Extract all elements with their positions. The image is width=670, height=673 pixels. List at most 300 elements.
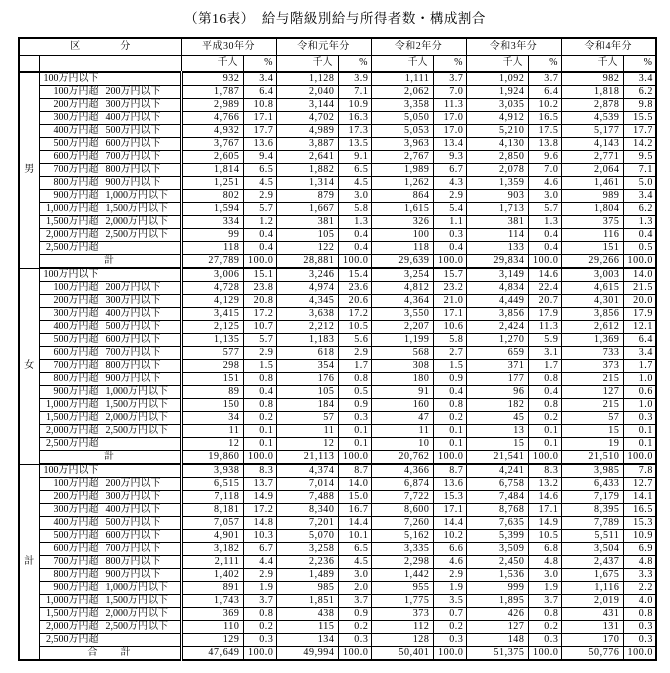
people-count-cell: 431: [561, 608, 623, 621]
people-count-cell: 2,424: [466, 321, 528, 334]
people-count-cell: 4,615: [561, 282, 623, 295]
salary-bracket-label: [39, 242, 181, 255]
percent-cell: 0.8: [433, 399, 466, 412]
people-count-cell: 105: [276, 229, 338, 242]
percent-cell: 13.4: [433, 138, 466, 151]
percent-cell: 5.8: [433, 334, 466, 347]
people-count-cell: 8,340: [276, 504, 338, 517]
percent-cell: 0.3: [338, 412, 371, 425]
table-row: [19, 438, 656, 451]
salary-bracket-label: [39, 203, 181, 216]
bracket-lower-bound: 1,000万円超: [46, 595, 99, 606]
percent-cell: 3.7: [243, 595, 276, 608]
percent-cell: 5.4: [433, 203, 466, 216]
percent-cell: 17.7: [243, 125, 276, 138]
people-count-cell: 4,301: [561, 295, 623, 308]
percent-cell: 10.2: [433, 530, 466, 543]
percent-cell: 16.5: [623, 504, 656, 517]
percent-cell: 1.9: [433, 582, 466, 595]
percent-cell: 0.3: [623, 621, 656, 634]
people-count-cell: 8,600: [371, 504, 433, 517]
percent-cell: 0.9: [338, 608, 371, 621]
percent-cell: 3.1: [528, 347, 561, 360]
people-count-cell: 3,509: [466, 543, 528, 556]
people-count-cell: 2,236: [276, 556, 338, 569]
percent-cell: 1.9: [243, 582, 276, 595]
table-row: [19, 608, 656, 621]
percent-cell: 15.5: [623, 112, 656, 125]
bracket-lower-bound: 300万円超: [53, 504, 99, 515]
percent-cell: 15.4: [338, 268, 371, 282]
percent-cell: 0.5: [623, 242, 656, 255]
table-row: [19, 595, 656, 608]
bracket-upper-bound: 500万円以下: [105, 125, 161, 136]
salary-bracket-label: [39, 634, 181, 647]
percent-cell: 3.0: [528, 569, 561, 582]
bracket-upper-bound: 900万円以下: [105, 569, 161, 580]
people-count-cell: 1,183: [276, 334, 338, 347]
percent-cell: 2.9: [433, 190, 466, 203]
percent-cell: 15.3: [433, 491, 466, 504]
people-count-cell: 1,615: [371, 203, 433, 216]
people-count-cell: 7,201: [276, 517, 338, 530]
bracket-upper-bound: 200万円以下: [105, 282, 161, 293]
bracket-upper-bound: 300万円以下: [105, 295, 161, 306]
bracket-lower-bound: 800万円超: [53, 373, 99, 384]
people-count-cell: 982: [561, 72, 623, 86]
people-count-cell: 112: [371, 621, 433, 634]
percent-cell: 9.4: [243, 151, 276, 164]
percent-cell: 0.4: [528, 229, 561, 242]
bracket-lower-bound: 1,500万円超: [46, 412, 99, 423]
percent-cell: 0.1: [528, 425, 561, 438]
percent-cell: 10.5: [528, 530, 561, 543]
bracket-lower-bound: 500万円超: [53, 530, 99, 541]
people-count-cell: 1,199: [371, 334, 433, 347]
people-count-cell: 2,605: [181, 151, 243, 164]
people-count-cell: 4,974: [276, 282, 338, 295]
people-count-cell: 2,298: [371, 556, 433, 569]
bracket-lower-bound: 2,500万円超: [46, 634, 99, 645]
year-header-r1: 令和元年分: [276, 38, 371, 55]
table-row: [19, 491, 656, 504]
salary-bracket-label: [39, 321, 181, 334]
people-count-cell: 115: [276, 621, 338, 634]
people-count-cell: 129: [181, 634, 243, 647]
people-count-cell: 99: [181, 229, 243, 242]
people-count-cell: 11: [181, 425, 243, 438]
people-count-cell: 1,262: [371, 177, 433, 190]
table-row: [19, 216, 656, 229]
salary-bracket-label: [39, 190, 181, 203]
people-count-cell: 3,006: [181, 268, 243, 282]
percent-cell: 12.1: [623, 321, 656, 334]
table-row: [19, 504, 656, 517]
people-count-cell: 381: [276, 216, 338, 229]
percent-cell: 6.4: [623, 334, 656, 347]
table-row: [19, 399, 656, 412]
people-count-cell: 110: [181, 621, 243, 634]
total-people-cell: 19,860: [181, 451, 243, 465]
table-header: [19, 38, 656, 72]
people-count-cell: 13: [466, 425, 528, 438]
people-count-cell: 215: [561, 373, 623, 386]
people-count-cell: 438: [276, 608, 338, 621]
percent-cell: 3.0: [338, 569, 371, 582]
percent-cell: 4.5: [338, 556, 371, 569]
percent-cell: 0.1: [243, 438, 276, 451]
table-row: [19, 125, 656, 138]
table-row: [19, 556, 656, 569]
percent-cell: 2.0: [338, 582, 371, 595]
people-count-cell: 955: [371, 582, 433, 595]
people-count-cell: 7,635: [466, 517, 528, 530]
salary-bracket-label: [39, 399, 181, 412]
salary-bracket-label: [39, 125, 181, 138]
percent-cell: 17.0: [433, 112, 466, 125]
total-people-cell: 21,113: [276, 451, 338, 465]
percent-cell: 0.1: [433, 438, 466, 451]
percent-cell: 0.1: [623, 438, 656, 451]
people-count-cell: 3,246: [276, 268, 338, 282]
percent-cell: 0.2: [528, 621, 561, 634]
people-count-cell: 116: [561, 229, 623, 242]
bracket-upper-bound: 400万円以下: [105, 308, 161, 319]
bracket-lower-bound: 2,000万円超: [46, 425, 99, 436]
people-count-cell: 1,111: [371, 72, 433, 86]
people-count-cell: 1,135: [181, 334, 243, 347]
people-count-cell: 1,851: [276, 595, 338, 608]
percent-cell: 20.6: [338, 295, 371, 308]
people-count-cell: 131: [561, 621, 623, 634]
salary-bracket-label: [39, 464, 181, 478]
people-count-cell: 985: [276, 582, 338, 595]
percent-cell: 2.2: [623, 582, 656, 595]
bracket-lower-bound: 200万円超: [53, 99, 99, 110]
percent-cell: 9.1: [338, 151, 371, 164]
percent-cell: 0.4: [528, 386, 561, 399]
bracket-lower-bound: 100万円超: [53, 86, 99, 97]
bracket-lower-bound: 500万円超: [53, 138, 99, 149]
table-row: [19, 190, 656, 203]
people-count-cell: 170: [561, 634, 623, 647]
percent-cell: 7.0: [433, 86, 466, 99]
percent-cell: 5.7: [243, 334, 276, 347]
percent-cell: 21.5: [623, 282, 656, 295]
total-people-cell: 50,401: [371, 647, 433, 661]
people-count-cell: 2,450: [466, 556, 528, 569]
people-count-cell: 2,207: [371, 321, 433, 334]
bracket-lower-bound: 500万円超: [53, 334, 99, 345]
bracket-lower-bound: 600万円超: [53, 347, 99, 358]
bracket-lower-bound: 2,500万円超: [46, 438, 99, 449]
percent-cell: 17.1: [433, 504, 466, 517]
table-row: [19, 517, 656, 530]
bracket-upper-bound: 2,500万円以下: [105, 425, 168, 436]
people-count-cell: 122: [276, 242, 338, 255]
percent-cell: 1.7: [338, 360, 371, 373]
percent-cell: 14.6: [528, 491, 561, 504]
unit-people-header: 千人: [466, 55, 528, 72]
percent-cell: 3.5: [433, 595, 466, 608]
people-count-cell: 100: [371, 229, 433, 242]
people-count-cell: 45: [466, 412, 528, 425]
percent-cell: 4.0: [623, 595, 656, 608]
percent-cell: 0.2: [433, 621, 466, 634]
people-count-cell: 4,366: [371, 464, 433, 478]
total-people-cell: 21,541: [466, 451, 528, 465]
total-label: 計: [39, 451, 181, 465]
bracket-upper-bound: 600万円以下: [105, 530, 161, 541]
percent-cell: 13.8: [528, 138, 561, 151]
header-row-units: [19, 55, 656, 72]
year-header-r4: 令和4年分: [561, 38, 656, 55]
bracket-upper-bound: 1,000万円以下: [105, 190, 168, 201]
table-row: [19, 229, 656, 242]
percent-cell: 0.2: [243, 412, 276, 425]
people-count-cell: 7,057: [181, 517, 243, 530]
percent-cell: 20.7: [528, 295, 561, 308]
people-count-cell: 8,181: [181, 504, 243, 517]
table-row: [19, 425, 656, 438]
bracket-upper-bound: 1,500万円以下: [105, 595, 168, 606]
people-count-cell: 802: [181, 190, 243, 203]
percent-cell: 17.7: [623, 125, 656, 138]
percent-cell: 2.9: [243, 569, 276, 582]
people-count-cell: 373: [371, 608, 433, 621]
people-count-cell: 1,804: [561, 203, 623, 216]
bracket-upper-bound: 200万円以下: [105, 478, 161, 489]
table-row: [19, 582, 656, 595]
percent-cell: 1.3: [623, 216, 656, 229]
people-count-cell: 1,461: [561, 177, 623, 190]
percent-cell: 13.5: [338, 138, 371, 151]
percent-cell: 10.9: [623, 530, 656, 543]
salary-bracket-table: [18, 37, 657, 661]
table-row: [19, 334, 656, 347]
salary-bracket-label: [39, 177, 181, 190]
people-count-cell: 3,035: [466, 99, 528, 112]
bracket-upper-bound: 500万円以下: [105, 517, 161, 528]
table-row: [19, 373, 656, 386]
percent-cell: 4.8: [528, 556, 561, 569]
people-count-cell: 1,667: [276, 203, 338, 216]
total-percent-cell: 100.0: [338, 647, 371, 661]
people-count-cell: 1,818: [561, 86, 623, 99]
people-count-cell: 932: [181, 72, 243, 86]
percent-cell: 14.1: [623, 491, 656, 504]
percent-cell: 6.5: [243, 164, 276, 177]
people-count-cell: 128: [371, 634, 433, 647]
people-count-cell: 2,767: [371, 151, 433, 164]
percent-cell: 3.0: [338, 190, 371, 203]
salary-bracket-label: [39, 86, 181, 99]
people-count-cell: 381: [466, 216, 528, 229]
people-count-cell: 3,003: [561, 268, 623, 282]
people-count-cell: 3,258: [276, 543, 338, 556]
percent-cell: 7.1: [623, 164, 656, 177]
percent-cell: 0.1: [528, 438, 561, 451]
total-people-cell: 29,266: [561, 255, 623, 269]
percent-cell: 14.0: [623, 268, 656, 282]
table-row: [19, 72, 656, 86]
percent-cell: 0.8: [623, 608, 656, 621]
percent-cell: 5.9: [528, 334, 561, 347]
table-row: [19, 99, 656, 112]
total-percent-cell: 100.0: [528, 255, 561, 269]
percent-cell: 6.7: [243, 543, 276, 556]
people-count-cell: 4,912: [466, 112, 528, 125]
percent-cell: 10.1: [338, 530, 371, 543]
people-count-cell: 6,515: [181, 478, 243, 491]
people-count-cell: 11: [276, 425, 338, 438]
people-count-cell: 3,767: [181, 138, 243, 151]
table-row: [19, 347, 656, 360]
percent-cell: 0.3: [623, 634, 656, 647]
percent-cell: 10.2: [528, 99, 561, 112]
table-body: [19, 72, 656, 660]
people-count-cell: 1,895: [466, 595, 528, 608]
bracket-upper-bound: 2,500万円以下: [105, 229, 168, 240]
percent-cell: 1.7: [528, 360, 561, 373]
total-people-cell: 29,834: [466, 255, 528, 269]
percent-cell: 2.7: [433, 347, 466, 360]
bracket-lower-bound: 100万円以下: [43, 73, 99, 84]
percent-cell: 14.2: [623, 138, 656, 151]
salary-bracket-label: [39, 295, 181, 308]
percent-cell: 8.3: [528, 464, 561, 478]
people-count-cell: 47: [371, 412, 433, 425]
people-count-cell: 1,369: [561, 334, 623, 347]
salary-bracket-label: [39, 360, 181, 373]
percent-cell: 9.3: [433, 151, 466, 164]
unit-percent-header: %: [433, 55, 466, 72]
percent-cell: 16.3: [338, 112, 371, 125]
bracket-upper-bound: 2,000万円以下: [105, 216, 168, 227]
percent-cell: 9.6: [528, 151, 561, 164]
bracket-upper-bound: 300万円以下: [105, 99, 161, 110]
percent-cell: 6.5: [338, 164, 371, 177]
people-count-cell: 3,182: [181, 543, 243, 556]
table-row: [19, 543, 656, 556]
table-row: [19, 464, 656, 478]
percent-cell: 15.3: [623, 517, 656, 530]
bracket-lower-bound: 1,500万円超: [46, 216, 99, 227]
people-count-cell: 2,019: [561, 595, 623, 608]
bracket-upper-bound: 300万円以下: [105, 491, 161, 502]
percent-cell: 0.8: [528, 373, 561, 386]
salary-bracket-label: [39, 164, 181, 177]
people-count-cell: 2,850: [466, 151, 528, 164]
percent-cell: 0.4: [338, 242, 371, 255]
people-count-cell: 1,402: [181, 569, 243, 582]
total-row: [19, 255, 656, 269]
table-row: [19, 412, 656, 425]
percent-cell: 3.4: [623, 190, 656, 203]
bracket-upper-bound: 400万円以下: [105, 112, 161, 123]
people-count-cell: 15: [466, 438, 528, 451]
people-count-cell: 3,504: [561, 543, 623, 556]
bracket-lower-bound: 400万円超: [53, 125, 99, 136]
year-header-h30: 平成30年分: [181, 38, 276, 55]
bracket-lower-bound: 100万円超: [53, 282, 99, 293]
percent-cell: 0.1: [338, 438, 371, 451]
people-count-cell: 57: [561, 412, 623, 425]
salary-bracket-label: [39, 308, 181, 321]
header-row-years: [19, 38, 656, 55]
people-count-cell: 127: [466, 621, 528, 634]
bracket-upper-bound: 2,500万円以下: [105, 621, 168, 632]
total-people-cell: 50,776: [561, 647, 623, 661]
percent-cell: 0.9: [338, 399, 371, 412]
table-row: [19, 151, 656, 164]
table-row: [19, 177, 656, 190]
salary-bracket-label: [39, 543, 181, 556]
people-count-cell: 903: [466, 190, 528, 203]
total-percent-cell: 100.0: [338, 255, 371, 269]
people-count-cell: 1,442: [371, 569, 433, 582]
table-row: [19, 321, 656, 334]
people-count-cell: 1,675: [561, 569, 623, 582]
people-count-cell: 4,766: [181, 112, 243, 125]
percent-cell: 17.2: [243, 504, 276, 517]
total-label: 合 計: [39, 647, 181, 661]
people-count-cell: 426: [466, 608, 528, 621]
people-count-cell: 3,963: [371, 138, 433, 151]
people-count-cell: 618: [276, 347, 338, 360]
bracket-lower-bound: 400万円超: [53, 517, 99, 528]
total-percent-cell: 100.0: [623, 451, 656, 465]
salary-bracket-label: [39, 386, 181, 399]
people-count-cell: 7,488: [276, 491, 338, 504]
salary-bracket-label: [39, 99, 181, 112]
people-count-cell: 4,812: [371, 282, 433, 295]
percent-cell: 10.6: [433, 321, 466, 334]
bracket-upper-bound: 600万円以下: [105, 138, 161, 149]
percent-cell: 0.8: [338, 373, 371, 386]
empty-bracket-header: [39, 55, 181, 72]
table-row: [19, 112, 656, 125]
people-count-cell: 1,128: [276, 72, 338, 86]
people-count-cell: 5,070: [276, 530, 338, 543]
people-count-cell: 5,177: [561, 125, 623, 138]
total-percent-cell: 100.0: [338, 451, 371, 465]
people-count-cell: 4,834: [466, 282, 528, 295]
salary-bracket-label: [39, 438, 181, 451]
percent-cell: 0.8: [528, 608, 561, 621]
table-row: [19, 478, 656, 491]
salary-bracket-label: [39, 216, 181, 229]
percent-cell: 3.4: [623, 72, 656, 86]
percent-cell: 0.8: [528, 399, 561, 412]
people-count-cell: 151: [181, 373, 243, 386]
percent-cell: 0.3: [528, 634, 561, 647]
salary-bracket-label: [39, 373, 181, 386]
percent-cell: 17.2: [243, 308, 276, 321]
percent-cell: 1.5: [243, 360, 276, 373]
people-count-cell: 105: [276, 386, 338, 399]
percent-cell: 1.9: [528, 582, 561, 595]
people-count-cell: 298: [181, 360, 243, 373]
people-count-cell: 8,395: [561, 504, 623, 517]
percent-cell: 0.4: [338, 229, 371, 242]
salary-bracket-label: [39, 151, 181, 164]
percent-cell: 0.2: [338, 621, 371, 634]
percent-cell: 11.3: [433, 99, 466, 112]
people-count-cell: 150: [181, 399, 243, 412]
bracket-upper-bound: 1,500万円以下: [105, 203, 168, 214]
percent-cell: 1.0: [623, 373, 656, 386]
